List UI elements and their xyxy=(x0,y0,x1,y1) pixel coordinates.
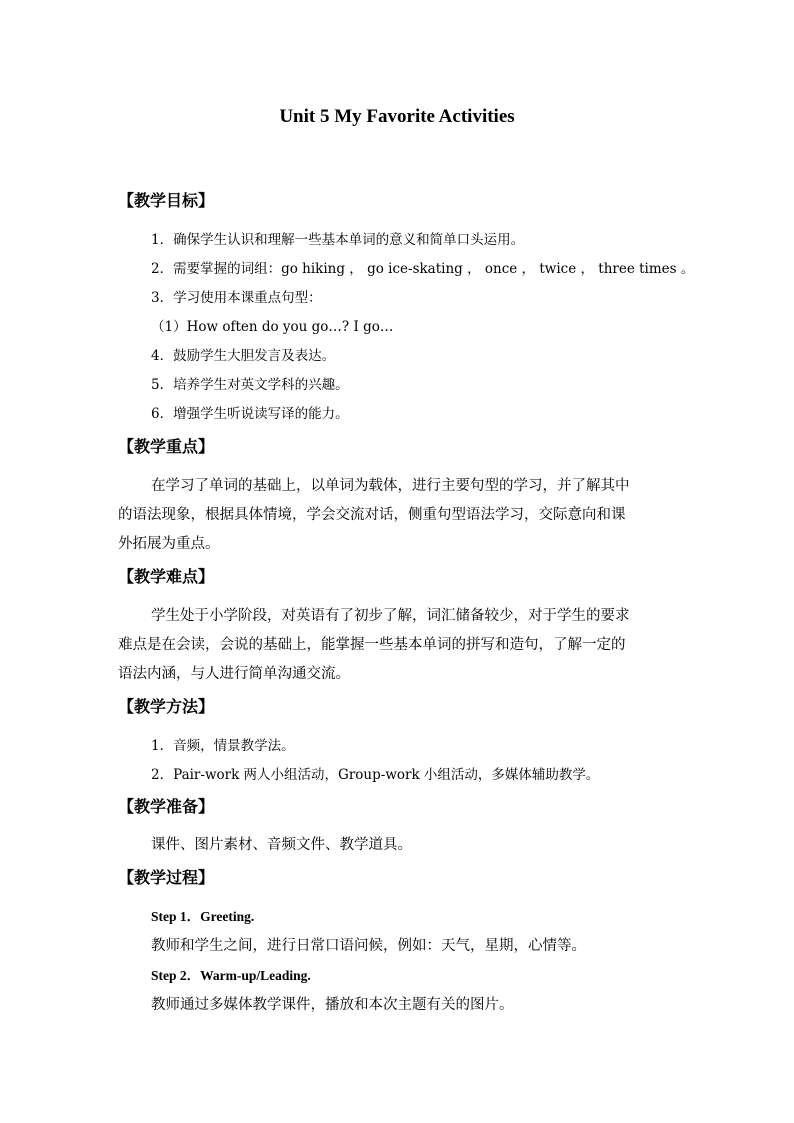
key-points-text: 在学习了单词的基础上，以单词为载体，进行主要句型的学习，并了解其中 xyxy=(151,478,630,494)
method-item: 2．Pair-work 两人小组活动，Group-work 小组活动，多媒体辅助教学。 xyxy=(151,767,600,783)
objective-item: 6．增强学生听说读写译的能力。 xyxy=(151,406,349,422)
step-title: Step 1．Greeting. xyxy=(151,909,255,924)
objective-item: 5．培养学生对英文学科的兴趣。 xyxy=(151,377,349,393)
key-points-text: 的语法现象，根据具体情境，学会交流对话，侧重句型语法学习，交际意向和课 xyxy=(118,507,626,523)
heading-methods: 【教学方法】 xyxy=(118,697,215,716)
document-title: Unit 5 My Favorite Activities xyxy=(279,106,515,127)
heading-difficulties: 【教学难点】 xyxy=(118,567,215,586)
preparation-text: 课件、图片素材、音频文件、教学道具。 xyxy=(151,837,412,853)
heading-key-points: 【教学重点】 xyxy=(118,437,215,456)
heading-preparation: 【教学准备】 xyxy=(118,797,215,816)
step-text: 教师通过多媒体教学课件，播放和本次主题有关的图片。 xyxy=(151,997,514,1013)
difficulties-text: 学生处于小学阶段，对英语有了初步了解，词汇储备较少，对于学生的要求 xyxy=(151,608,630,624)
objective-item: 3．学习使用本课重点句型： xyxy=(151,290,322,306)
objective-item: （1）How often do you go…? I go… xyxy=(151,319,394,335)
step-title: Step 2．Warm-up/Leading. xyxy=(151,968,311,983)
difficulties-text: 语法内涵，与人进行简单沟通交流。 xyxy=(118,666,350,682)
difficulties-text: 难点是在会读，会说的基础上，能掌握一些基本单词的拼写和造句，了解一定的 xyxy=(118,637,626,653)
method-item: 1．音频，情景教学法。 xyxy=(151,738,295,754)
objective-item: 2．需要掌握的词组：go hiking ， go ice-skating ， once ， twice ， three times 。 xyxy=(151,261,695,277)
key-points-text: 外拓展为重点。 xyxy=(118,536,220,552)
objective-item: 1．确保学生认识和理解一些基本单词的意义和简单口头运用。 xyxy=(151,232,525,248)
objective-item: 4．鼓励学生大胆发言及表达。 xyxy=(151,348,336,364)
heading-objectives: 【教学目标】 xyxy=(118,191,215,210)
heading-process: 【教学过程】 xyxy=(118,868,215,887)
step-text: 教师和学生之间，进行日常口语问候，例如：天气，星期，心情等。 xyxy=(151,938,586,954)
